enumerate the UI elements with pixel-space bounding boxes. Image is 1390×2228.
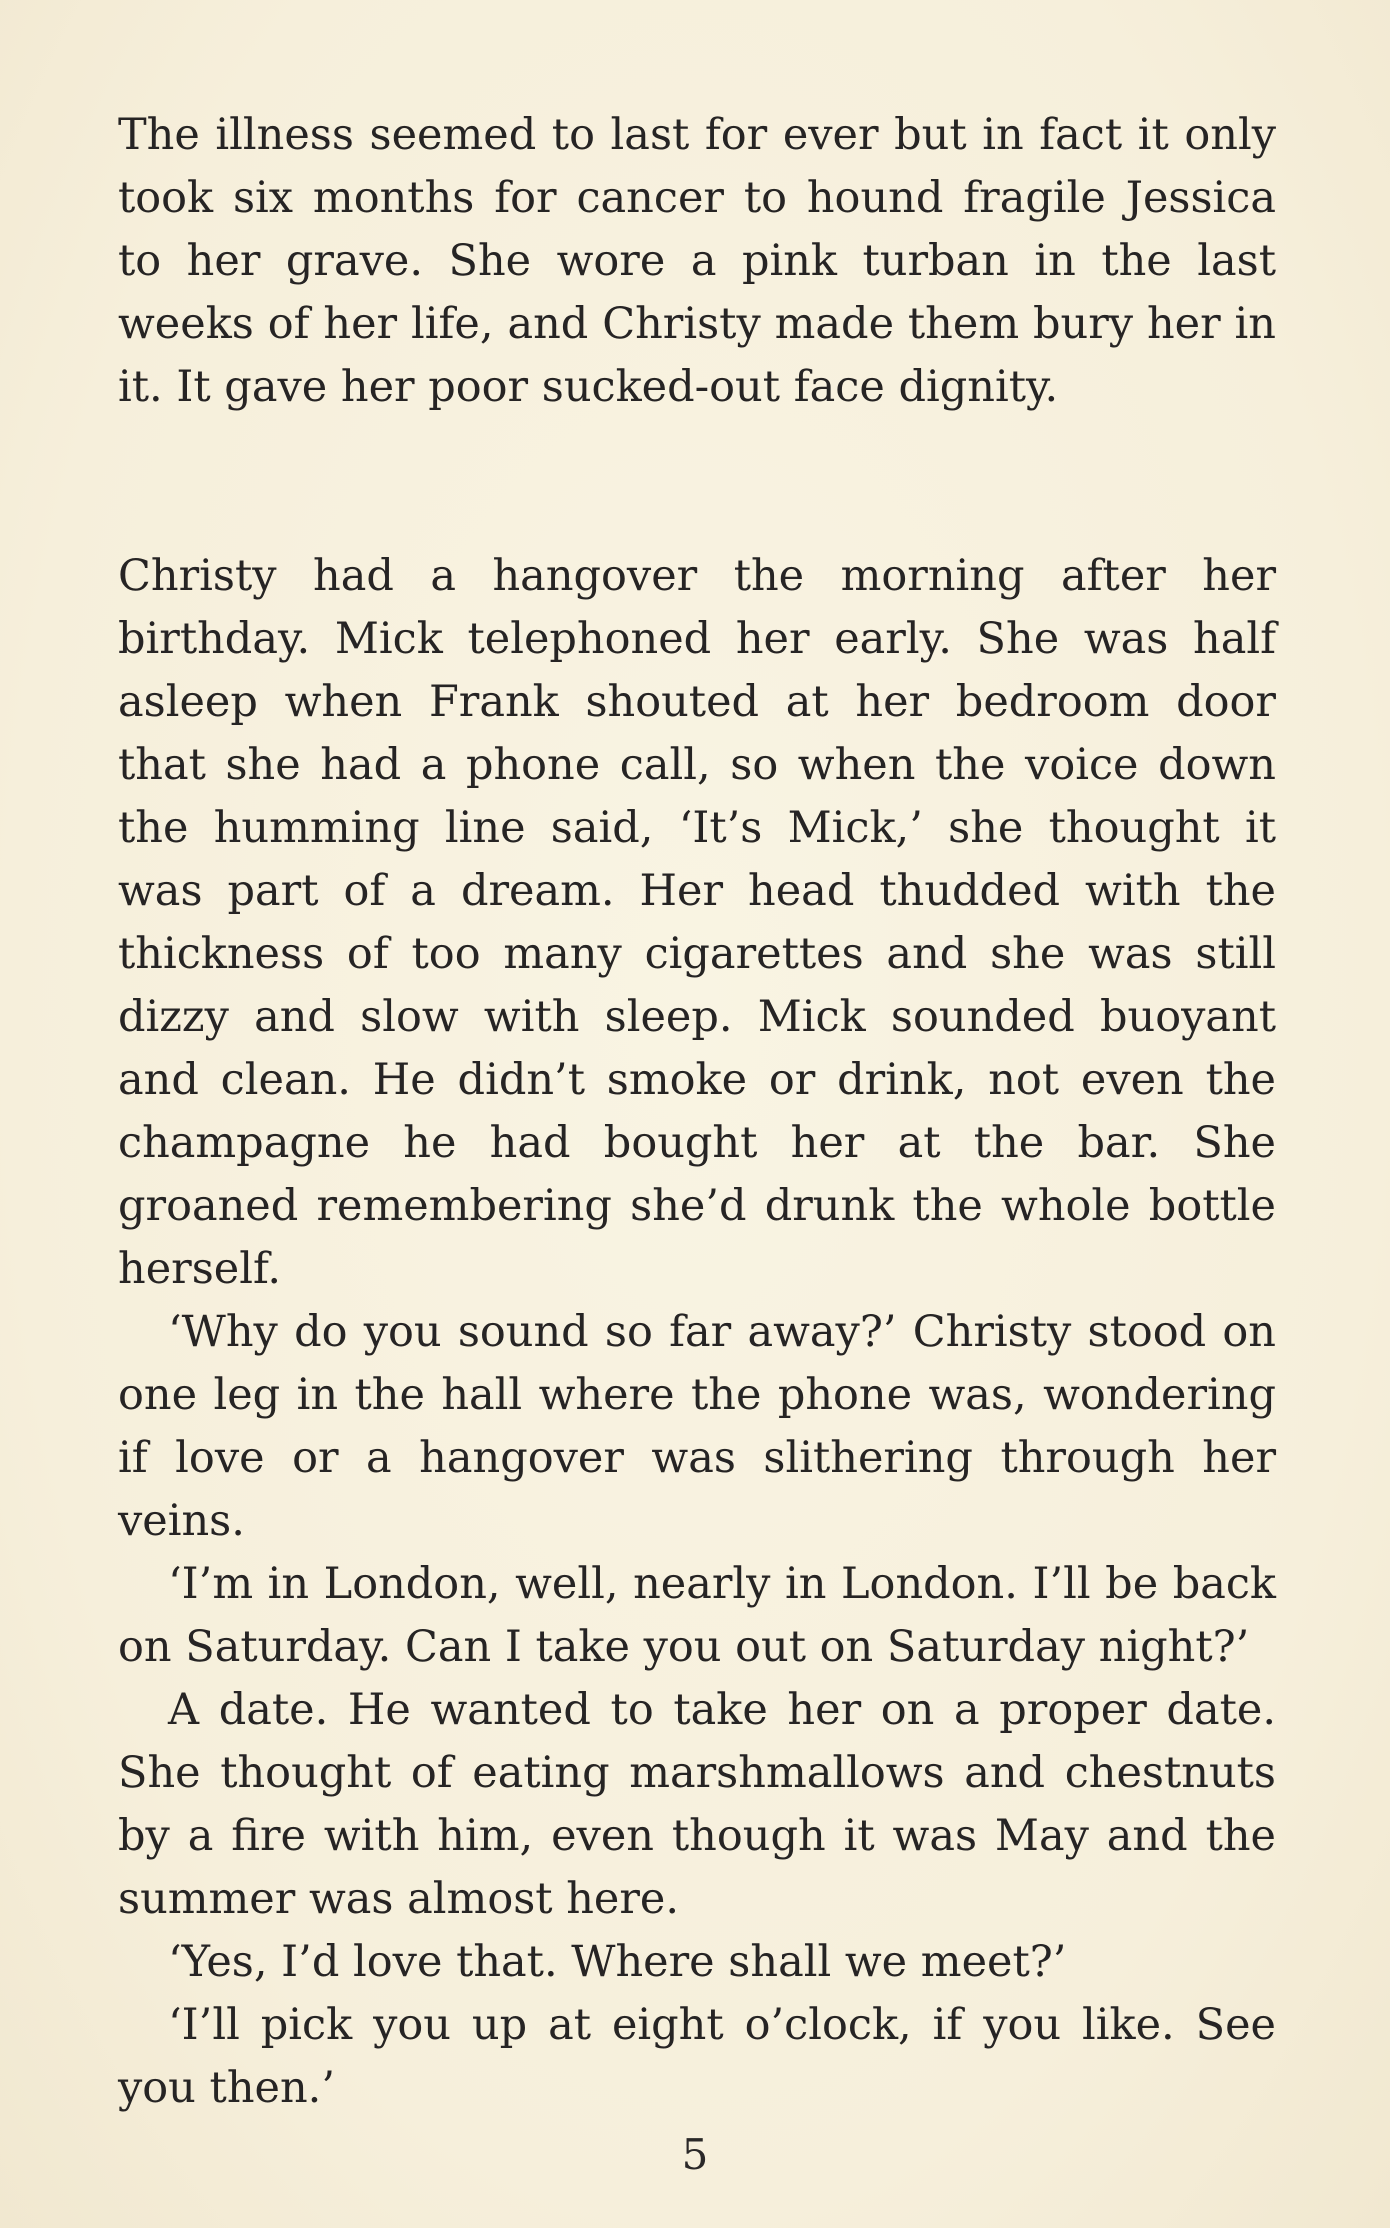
paragraph: ‘I’ll pick you up at eight o’clock, if you like. See you then.’ <box>118 2000 1276 2113</box>
paragraph: Christy had a hangover the morning after her birthday. Mick telephoned her early. She was half asleep when Frank shouted at her bedroom door that she had a phone call, so when the voice down the humming line said, ‘It’s Mick,’ she thought it was part of a dream. Her head thudded with the thickness of too many cigarettes and she was still dizzy and slow with sleep. Mick sounded buoyant and clean. He didn’t smoke or drink, not even the champagne he had bought her at the bar. She groaned remembering she’d drunk the whole bottle herself. <box>118 551 1276 1294</box>
paragraph: The illness seemed to last for ever but in fact it only took six months for cancer to hound fragile Jessica to her grave. She wore a pink turban in the last weeks of her life, and Christy made them bury her in it. It gave her poor sucked-out face dignity. <box>118 110 1276 412</box>
passage-phone-call <box>118 545 1276 2120</box>
passage-illness <box>118 104 1276 419</box>
paragraph: ‘Yes, I’d love that. Where shall we meet?’ <box>168 1937 1067 1987</box>
paragraph: A date. He wanted to take her on a proper date. She thought of eating marshmallows and chestnuts by a fire with him, even though it was May and the summer was almost here. <box>118 1685 1276 1924</box>
paragraph: ‘I’m in London, well, nearly in London. I’ll be back on Saturday. Can I take you out on Saturday night?’ <box>118 1559 1276 1672</box>
paragraph: ‘Why do you sound so far away?’ Christy stood on one leg in the hall where the phone was, wondering if love or a hangover was slithering through her veins. <box>118 1307 1276 1546</box>
page-number: 5 <box>681 2130 709 2179</box>
